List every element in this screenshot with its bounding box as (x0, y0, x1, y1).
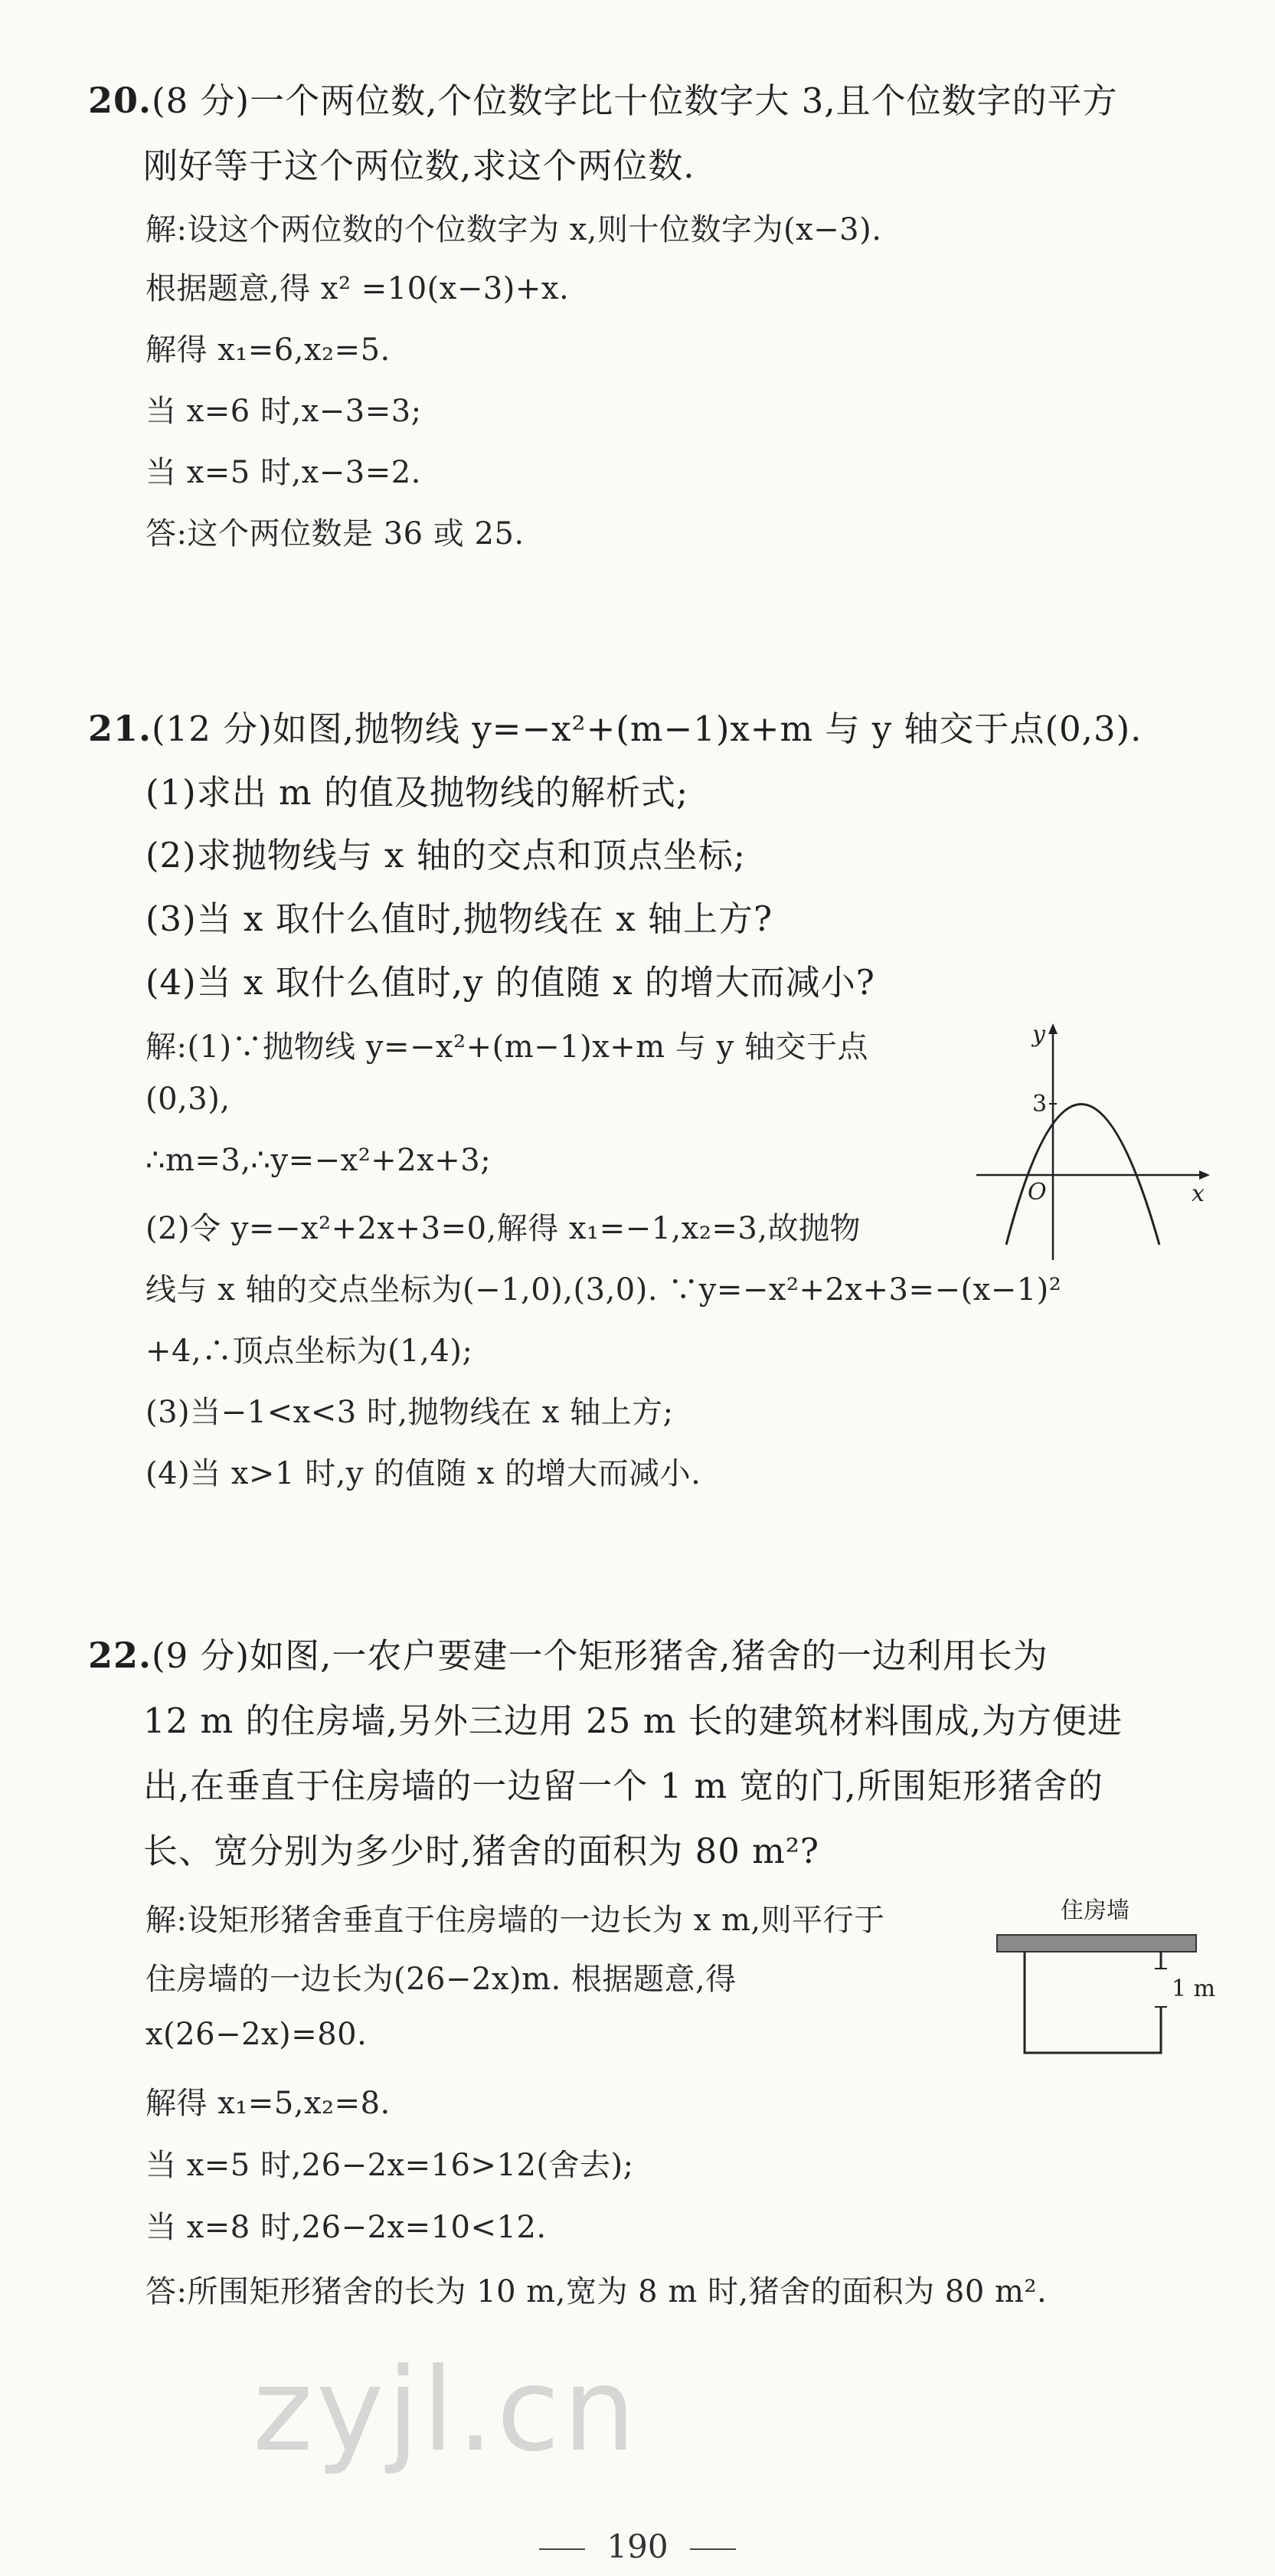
x-axis-arrow (1199, 1170, 1210, 1180)
tick-label-3: 3 (1032, 1091, 1048, 1118)
q21-sol-6: (3)当−1<x<3 时,抛物线在 x 轴上方; (145, 1395, 674, 1430)
y-axis-arrow (1048, 1023, 1058, 1034)
parabola-figure (973, 1011, 1225, 1264)
q21-part-1: (1)求出 m 的值及抛物线的解析式; (145, 772, 689, 813)
pen-fence (1025, 1952, 1161, 2053)
q21-sol-3: (2)令 y=−x²+2x+3=0,解得 x₁=−1,x₂=3,故抛物 (145, 1211, 861, 1246)
q20-number: 20. (88, 80, 152, 121)
q20-sol-5: 答:这个两位数是 36 或 25. (145, 516, 525, 552)
q20-line2: 刚好等于这个两位数,求这个两位数. (143, 146, 695, 186)
q21-sol-2: ∴m=3,∴y=−x²+2x+3; (145, 1143, 492, 1178)
door-label: 1 m (1172, 1975, 1216, 2002)
q22-sol-2: x(26−2x)=80. (145, 2017, 368, 2052)
y-label: y (1032, 1021, 1045, 1048)
x-label: x (1192, 1180, 1205, 1207)
q21-part-3: (3)当 x 取什么值时,抛物线在 x 轴上方? (145, 898, 773, 939)
q21-part-2: (2)求抛物线与 x 轴的交点和顶点坐标; (145, 835, 746, 876)
q22-line4: 长、宽分别为多少时,猪舍的面积为 80 m²? (143, 1831, 820, 1871)
q21-stem-1: (12 分)如图,抛物线 y=−x²+(m−1)x+m 与 y 轴交于点(0,3). (152, 709, 1143, 749)
page-number: 190 (606, 2528, 669, 2565)
q22-line1 (88, 1628, 1048, 1678)
q20-stem-1: (8 分)一个两位数,个位数字比十位数字大 3,且个位数字的平方 (152, 80, 1118, 121)
page-dash-right (690, 2548, 736, 2550)
house-wall (997, 1935, 1196, 1952)
wall-label: 住房墙 (1061, 1897, 1130, 1924)
q22-sol-5: 当 x=8 时,26−2x=10<12. (145, 2210, 547, 2245)
q20-sol-4: 当 x=5 时,x−3=2. (145, 455, 421, 490)
origin-label: O (1028, 1179, 1047, 1206)
q22-number: 22. (88, 1635, 152, 1676)
q20-sol-1: 根据题意,得 x² =10(x−3)+x. (145, 271, 570, 306)
q22-stem-1: (9 分)如图,一农户要建一个矩形猪舍,猪舍的一边利用长为 (152, 1635, 1048, 1676)
q22-sol-4: 当 x=5 时,26−2x=16>12(舍去); (145, 2148, 634, 2183)
watermark: zyjl.cn (253, 2344, 639, 2477)
q21-sol-7: (4)当 x>1 时,y 的值随 x 的增大而减小. (145, 1456, 701, 1491)
page-number-row (0, 2528, 1275, 2565)
q21-sol-1: (0,3), (145, 1082, 230, 1117)
q22-sol-0: 解:设矩形猪舍垂直于住房墙的一边长为 x m,则平行于 (145, 1903, 885, 1938)
page-dash-left (539, 2548, 585, 2550)
q21-sol-5: +4,∴顶点坐标为(1,4); (145, 1334, 473, 1369)
q22-sol-1: 住房墙的一边长为(26−2x)m. 根据题意,得 (145, 1962, 737, 1997)
q22-line2: 12 m 的住房墙,另外三边用 25 m 长的建筑材料围成,为方便进 (143, 1700, 1123, 1741)
q22-line3: 出,在垂直于住房墙的一边留一个 1 m 宽的门,所围矩形猪舍的 (143, 1766, 1103, 1806)
q20-sol-2: 解得 x₁=6,x₂=5. (145, 332, 391, 368)
q21-line1 (88, 701, 1142, 751)
q21-sol-0: 解:(1)∵抛物线 y=−x²+(m−1)x+m 与 y 轴交于点 (145, 1029, 868, 1065)
q21-number: 21. (88, 708, 152, 749)
q20-line1 (88, 73, 1118, 123)
q20-sol-3: 当 x=6 时,x−3=3; (145, 394, 422, 429)
q22-sol-3: 解得 x₁=5,x₂=8. (145, 2086, 391, 2121)
pigpen-figure (988, 1892, 1241, 2068)
q21-sol-4: 线与 x 轴的交点坐标为(−1,0),(3,0). ∵y=−x²+2x+3=−(x−1)² (145, 1272, 1062, 1308)
q21-part-4: (4)当 x 取什么值时,y 的值随 x 的增大而减小? (145, 962, 875, 1003)
q22-sol-6: 答:所围矩形猪舍的长为 10 m,宽为 8 m 时,猪舍的面积为 80 m². (145, 2274, 1048, 2309)
q20-sol-0: 解:设这个两位数的个位数字为 x,则十位数字为(x−3). (145, 212, 882, 247)
